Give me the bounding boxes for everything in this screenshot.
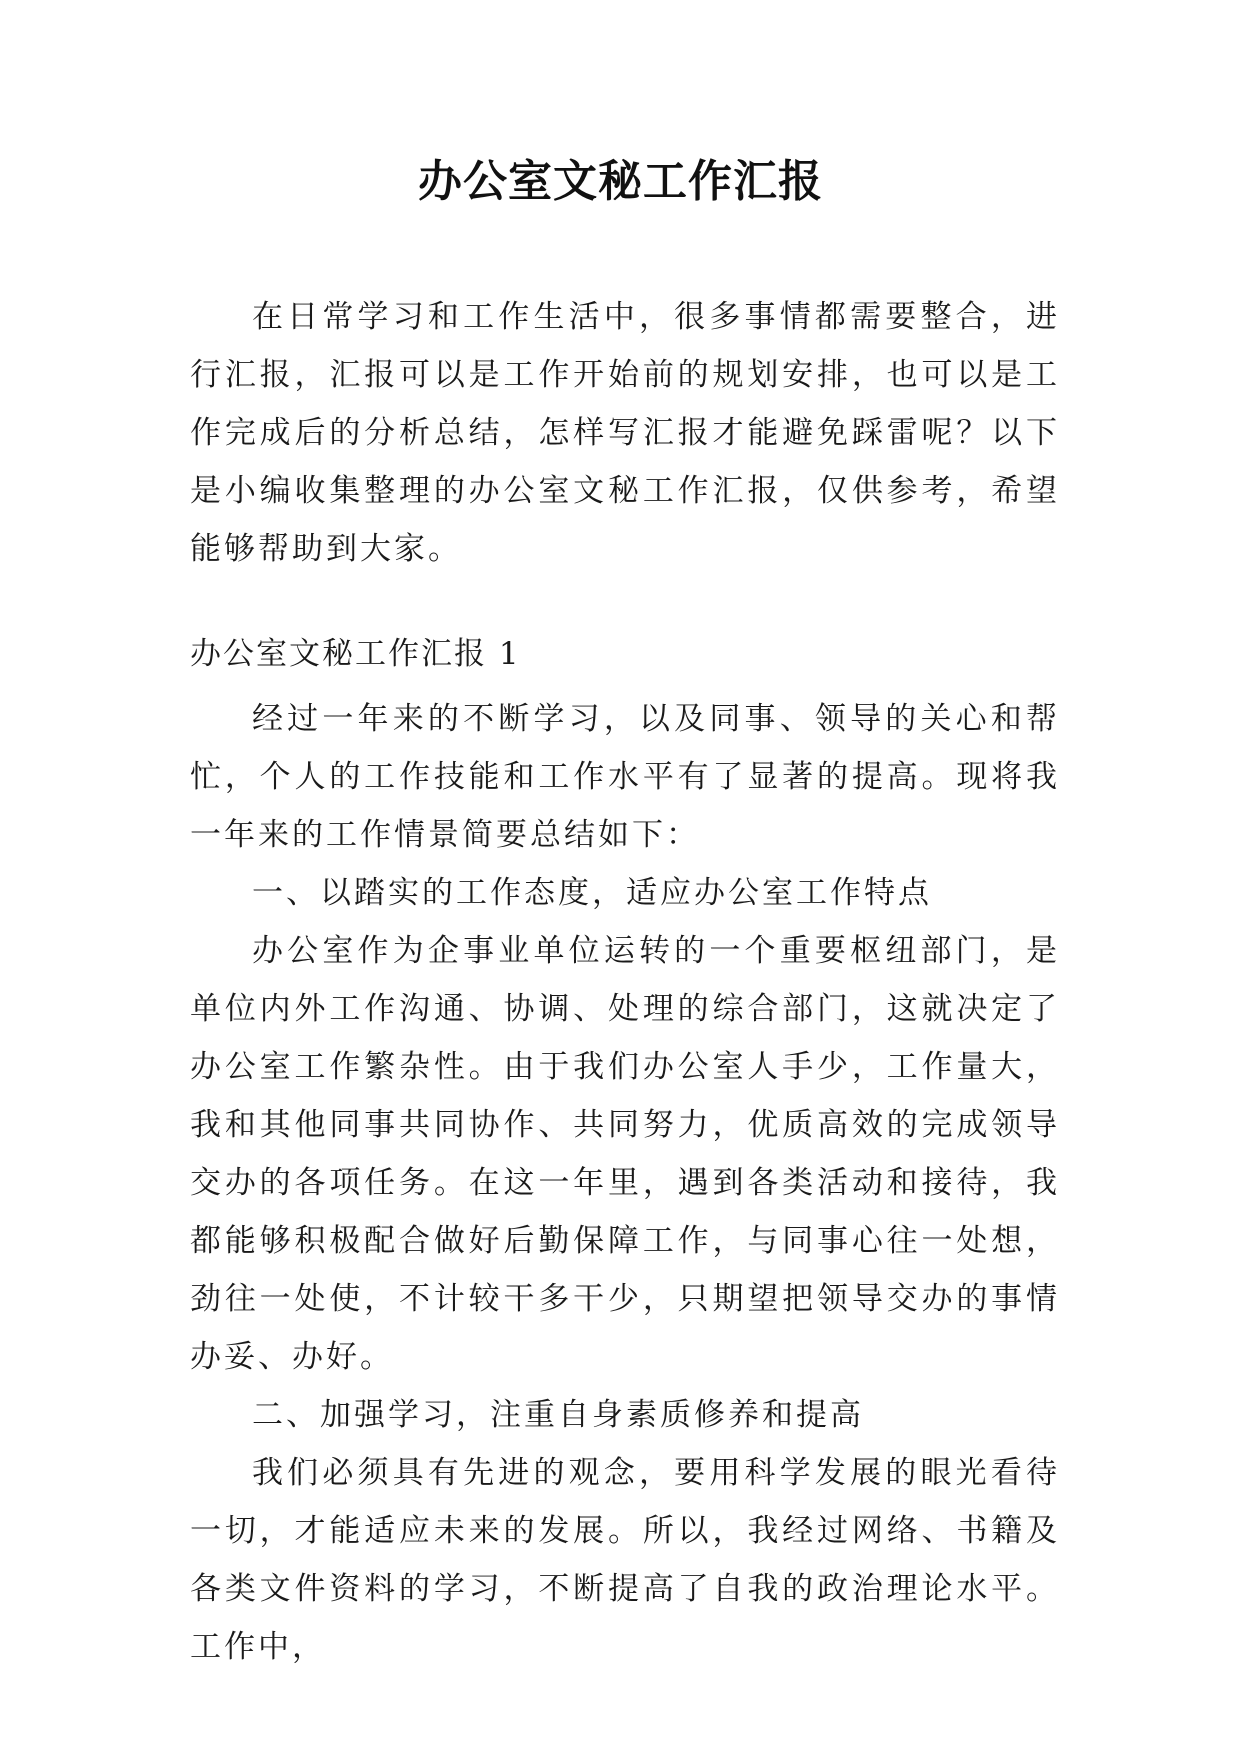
section-content: [190, 690, 1060, 1676]
document-title: 办公室文秘工作汇报: [418, 156, 823, 207]
subheading-paragraph: 一、以踏实的工作态度，适应办公室工作特点: [252, 875, 932, 911]
intro-paragraph: 在日常学习和工作生活中，很多事情都需要整合，进行汇报，汇报可以是工作开始前的规划安排，也可以是工作完成后的分析总结，怎样写汇报才能避免踩雷呢？以下是小编收集整理的办公室文秘工作汇报，仅供参考，希望能够帮助到大家。: [190, 299, 1060, 567]
section-heading: 办公室文秘工作汇报 1: [190, 636, 521, 672]
body-paragraph: 我们必须具有先进的观念，要用科学发展的眼光看待一切，才能适应未来的发展。所以，我经过网络、书籍及各类文件资料的学习，不断提高了自我的政治理论水平。工作中，: [190, 1455, 1060, 1665]
body-paragraph: 经过一年来的不断学习，以及同事、领导的关心和帮忙，个人的工作技能和工作水平有了显著的提高。现将我一年来的工作情景简要总结如下：: [190, 701, 1060, 853]
body-paragraph: 办公室作为企事业单位运转的一个重要枢纽部门，是单位内外工作沟通、协调、处理的综合部门，这就决定了办公室工作繁杂性。由于我们办公室人手少，工作量大，我和其他同事共同协作、共同努力，优质高效的完成领导交办的各项任务。在这一年里，遇到各类活动和接待，我都能够积极配合做好后勤保障工作，与同事心往一处想，劲往一处使，不计较干多干少，只期望把领导交办的事情办妥、办好。: [190, 933, 1060, 1375]
subheading-paragraph: 二、加强学习，注重自身素质修养和提高: [252, 1397, 864, 1433]
